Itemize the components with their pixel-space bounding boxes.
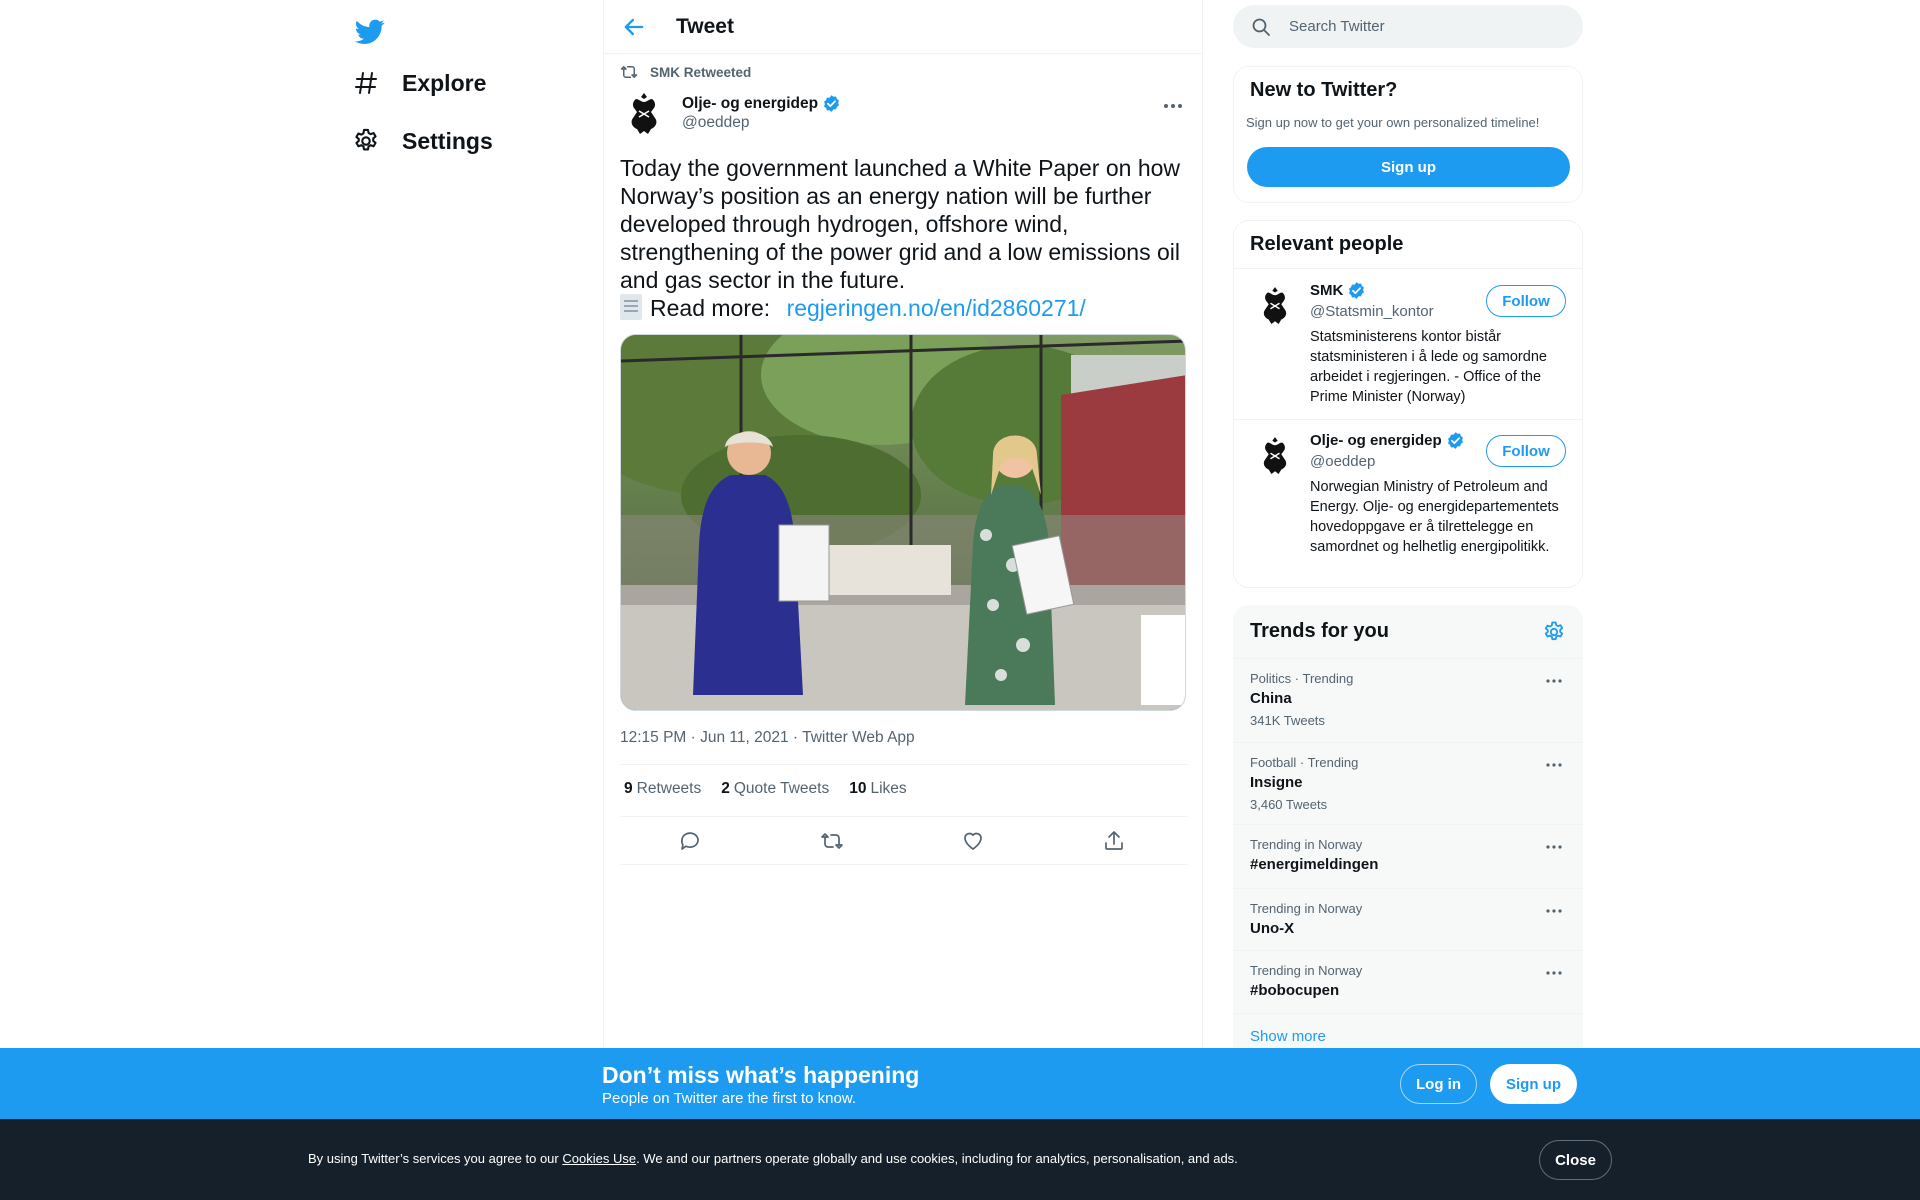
person-name-text: Olje- og energidep	[1310, 432, 1442, 449]
person-bio: Norwegian Ministry of Petroleum and Energy. Olje- og energidepartementets hovedoppgave er å tilrettelegge en samordnet og helhetlig energipolitikk.	[1310, 479, 1559, 555]
signup-banner	[0, 1048, 1920, 1119]
person-name-text: SMK	[1310, 282, 1344, 299]
trend-name: #energimeldingen	[1250, 856, 1379, 873]
quote-tweets-label: Quote Tweets	[733, 780, 830, 797]
more-options-icon[interactable]	[1542, 755, 1566, 775]
tweet-stats	[624, 780, 927, 798]
twitter-logo-icon[interactable]	[348, 10, 392, 54]
trend-item[interactable]	[1234, 658, 1582, 742]
cookie-suffix: . We and our partners operate globally and use cookies, including for analytics, personalisation, and ads.	[636, 1151, 1238, 1166]
author-handle[interactable]: @oeddep	[682, 114, 750, 131]
retweets-label: Retweets	[636, 780, 702, 797]
nav-explore-label: Explore	[402, 69, 487, 96]
trend-item[interactable]	[1234, 950, 1582, 1014]
search-input[interactable]: Search Twitter	[1289, 18, 1385, 35]
tweet-author	[620, 90, 1188, 140]
banner-subtitle: People on Twitter are the first to know.	[602, 1090, 857, 1107]
read-more-label: Read more:	[650, 295, 771, 321]
trend-item[interactable]	[1234, 742, 1582, 824]
relevant-people-title: Relevant people	[1250, 233, 1404, 255]
follow-button[interactable]: Follow	[1486, 435, 1566, 467]
author-avatar[interactable]	[620, 90, 668, 138]
relevant-people-card	[1233, 220, 1583, 588]
follow-button[interactable]: Follow	[1486, 285, 1566, 317]
new-to-twitter-card	[1233, 66, 1583, 203]
retweeted-by-label: SMK Retweeted	[650, 64, 752, 80]
person-handle[interactable]: @oeddep	[1310, 453, 1376, 470]
likes-count: 10	[849, 780, 867, 797]
likes-label: Likes	[870, 780, 907, 797]
hashtag-icon	[352, 69, 380, 97]
trend-context: Trending in Norway	[1250, 963, 1363, 978]
banner-title: Don’t miss what’s happening	[602, 1062, 920, 1088]
author-name[interactable]	[682, 94, 841, 113]
tweet-actions	[620, 826, 1188, 856]
more-options-icon[interactable]	[1542, 901, 1566, 921]
quote-tweets-count: 2	[721, 780, 730, 797]
tweet-link[interactable]: regjeringen.no/en/id2860271/	[786, 295, 1086, 321]
page-title: Tweet	[676, 15, 734, 38]
reply-icon[interactable]	[678, 829, 702, 853]
nav-settings-label: Settings	[402, 127, 493, 154]
nav-settings[interactable]	[340, 116, 505, 166]
person-smk[interactable]	[1234, 269, 1582, 419]
trend-count: 3,460 Tweets	[1250, 797, 1328, 812]
quote-tweets-stat[interactable]	[721, 780, 829, 798]
person-name[interactable]	[1310, 431, 1465, 450]
more-options-icon[interactable]	[1542, 837, 1566, 857]
person-bio: Statsministerens kontor bistår statsministeren i å lede og samordne arbeidet i regjeringen. - Office of the Prime Minister (Norway)	[1310, 329, 1547, 405]
more-options-icon[interactable]	[1542, 671, 1566, 691]
like-heart-icon[interactable]	[961, 829, 985, 853]
person-oeddep[interactable]	[1234, 419, 1582, 587]
banner-signup-button[interactable]: Sign up	[1490, 1064, 1577, 1104]
cookie-text	[308, 1151, 1238, 1166]
trend-item[interactable]	[1234, 824, 1582, 888]
author-name-text: Olje- og energidep	[682, 94, 819, 112]
trends-settings-gear-icon[interactable]	[1542, 620, 1566, 644]
login-button[interactable]: Log in	[1400, 1064, 1477, 1104]
trends-title: Trends for you	[1250, 620, 1389, 642]
retweet-action-icon[interactable]	[820, 829, 844, 853]
cookie-bar	[0, 1119, 1920, 1200]
likes-stat[interactable]	[849, 780, 906, 798]
trend-count: 341K Tweets	[1250, 713, 1325, 728]
tweet-header	[604, 0, 1203, 54]
retweet-context[interactable]	[620, 64, 751, 80]
new-to-twitter-subtitle: Sign up now to get your own personalized timeline!	[1246, 115, 1540, 130]
trend-name: China	[1250, 690, 1292, 707]
tweet-column	[603, 0, 1203, 1200]
nav-explore[interactable]	[340, 58, 498, 108]
more-options-icon[interactable]	[1158, 94, 1188, 118]
verified-badge-icon	[1347, 281, 1366, 300]
tweet-timestamp[interactable]: 12:15 PM · Jun 11, 2021 · Twitter Web App	[620, 729, 915, 746]
trend-item[interactable]	[1234, 888, 1582, 950]
trend-context: Trending in Norway	[1250, 837, 1363, 852]
divider	[620, 864, 1188, 865]
new-to-twitter-title: New to Twitter?	[1250, 79, 1398, 101]
search-box[interactable]	[1233, 5, 1583, 48]
person-avatar[interactable]	[1254, 283, 1296, 329]
share-icon[interactable]	[1102, 829, 1126, 853]
trend-context: Trending in Norway	[1250, 901, 1363, 916]
back-arrow-icon[interactable]	[620, 13, 648, 41]
gear-icon	[352, 127, 380, 155]
verified-badge-icon	[1446, 431, 1465, 450]
cookies-use-link[interactable]: Cookies Use	[562, 1151, 637, 1166]
trend-name: #bobocupen	[1250, 982, 1340, 999]
trend-context: Football · Trending	[1250, 755, 1359, 770]
tweet-body: Today the government launched a White Paper on how Norway’s position as an energy nation will be further developed through hydrogen, offshore wind, strengthening of the power grid and a low emissions oil and gas sector in the future.	[620, 155, 1181, 293]
tweet-text	[620, 154, 1190, 322]
trends-card	[1233, 605, 1583, 1065]
signup-button[interactable]: Sign up	[1247, 147, 1570, 187]
cookie-prefix: By using Twitter’s services you agree to our	[308, 1151, 563, 1166]
retweet-icon	[620, 64, 638, 80]
search-icon	[1251, 17, 1271, 37]
tweet-photo[interactable]	[620, 334, 1186, 711]
person-name[interactable]	[1310, 281, 1366, 300]
person-avatar[interactable]	[1254, 433, 1296, 479]
show-more-link[interactable]: Show more	[1250, 1028, 1326, 1045]
retweets-stat[interactable]	[624, 780, 701, 798]
divider	[620, 816, 1188, 817]
more-options-icon[interactable]	[1542, 963, 1566, 983]
verified-badge-icon	[822, 94, 841, 113]
trend-name: Uno-X	[1250, 920, 1295, 937]
page-facing-up-icon	[620, 294, 642, 320]
trend-name: Insigne	[1250, 774, 1303, 791]
cookie-close-button[interactable]: Close	[1539, 1140, 1612, 1180]
divider	[620, 764, 1188, 765]
trend-context: Politics · Trending	[1250, 671, 1354, 686]
retweets-count: 9	[624, 780, 633, 797]
person-handle[interactable]: @Statsmin_kontor	[1310, 303, 1434, 320]
